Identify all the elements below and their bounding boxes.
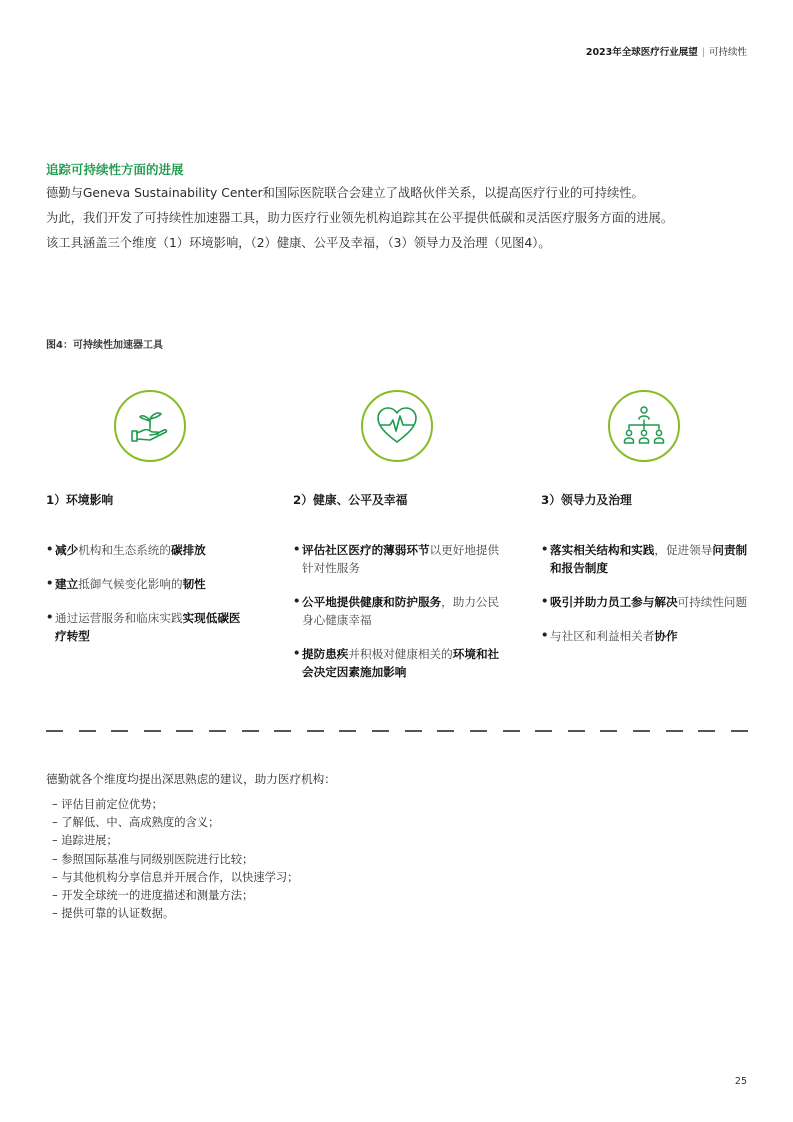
page-number: 25: [734, 1076, 747, 1087]
dash-segment: [274, 730, 291, 732]
bullet-list-health: [293, 541, 508, 697]
bullet-emphasis: 公平地提供健康和防护服务: [302, 595, 442, 609]
dash-segment: [600, 730, 617, 732]
bullet-item: [541, 541, 751, 577]
dash-segment: [470, 730, 487, 732]
dash-segment: [144, 730, 161, 732]
heart-pulse-icon: [361, 390, 433, 462]
dashed-divider: [46, 730, 748, 732]
bullet-emphasis: 提防患疾: [302, 647, 349, 661]
list-item: – 评估目前定位优势；: [52, 798, 163, 811]
dash-segment: [339, 730, 356, 732]
bullet-item: [293, 541, 508, 577]
dash-segment: [698, 730, 715, 732]
intro-paragraph: 该工具涵盖三个维度（1）环境影响，（2）健康、公平及幸福，（3）领导力及治理（见图4）。: [46, 236, 551, 250]
dash-segment: [405, 730, 422, 732]
dash-segment: [307, 730, 324, 732]
bullet-item: [46, 575, 251, 593]
bullet-item: [541, 627, 751, 645]
dash-segment: [731, 730, 748, 732]
dash-segment: [46, 730, 63, 732]
header-section: 可持续性: [708, 47, 747, 58]
dash-segment: [111, 730, 128, 732]
bullet-item: [293, 593, 508, 629]
bullet-item: [46, 541, 251, 559]
bullet-text: ，助力公民身心健康幸福: [302, 595, 500, 627]
list-item: – 参照国际基准与同级别医院进行比较；: [52, 852, 254, 866]
org-chart-icon: [608, 390, 680, 462]
bullet-text: 可持续性问题: [677, 595, 748, 609]
list-item: – 了解低、中、高成熟度的含义；: [52, 816, 220, 830]
bullet-text: 机构和生态系统的: [78, 543, 171, 557]
bullet-item: [293, 645, 508, 681]
intro-paragraph: 为此，我们开发了可持续性加速器工具，助力医疗行业领先机构追踪其在公平提供低碳和灵活医疗服务方面的进展。: [46, 211, 674, 225]
dash-segment: [242, 730, 259, 732]
list-item: – 提供可靠的认证数据。: [52, 907, 175, 921]
bullet-emphasis: 韧性: [182, 577, 206, 591]
dash-segment: [79, 730, 96, 732]
bullet-emphasis: 问责制和报告制度: [550, 543, 748, 575]
dash-segment: [535, 730, 552, 732]
bullet-emphasis: 协作: [654, 629, 678, 643]
report-title: 2023年全球医疗行业展望: [585, 47, 698, 58]
column-title-health: 2）健康、公平及幸福: [293, 493, 408, 507]
recommendations-intro: 德勤就各个维度均提出深思熟虑的建议，助力医疗机构：: [46, 772, 336, 786]
bullet-item: [46, 609, 251, 645]
dash-segment: [437, 730, 454, 732]
running-header: [586, 44, 747, 58]
header-separator: |: [701, 47, 705, 58]
column-title-leadership: 3）领导力及治理: [541, 493, 632, 507]
list-item: – 与其他机构分享信息并开展合作，以快速学习；: [52, 870, 299, 884]
bullet-text: 与社区和利益相关者: [550, 629, 655, 643]
bullet-emphasis: 碳排放: [170, 543, 206, 557]
dash-segment: [633, 730, 650, 732]
bullet-emphasis: 落实相关结构和实践: [550, 543, 655, 557]
column-title-environment: 1）环境影响: [46, 493, 114, 507]
list-item: – 追踪进展；: [52, 834, 118, 848]
recommendations-list: [52, 796, 298, 923]
dash-segment: [372, 730, 389, 732]
bullet-text: 通过运营服务和临床实践: [55, 611, 183, 625]
figure-label: 图4：可持续性加速器工具: [46, 340, 163, 351]
plant-in-hand-icon: [114, 390, 186, 462]
dash-segment: [503, 730, 520, 732]
bullet-emphasis: 吸引并助力员工参与解决: [550, 595, 678, 609]
bullet-emphasis: 实现低碳医疗转型: [55, 611, 241, 643]
bullet-item: [541, 593, 751, 611]
bullet-list-leadership: [541, 541, 751, 661]
bullet-emphasis: 减少: [55, 543, 79, 557]
bullet-list-environment: [46, 541, 251, 661]
bullet-text: 以更好地提供针对性服务: [302, 543, 500, 575]
bullet-text: 抵御气候变化影响的: [78, 577, 183, 591]
section-title: 追踪可持续性方面的进展: [46, 162, 184, 177]
intro-text: [46, 181, 673, 256]
bullet-emphasis: 建立: [55, 577, 79, 591]
intro-paragraph: 德勤与Geneva Sustainability Center和国际医院联合会建立了战略伙伴关系，以提高医疗行业的可持续性。: [46, 186, 644, 200]
dash-segment: [568, 730, 585, 732]
dash-segment: [666, 730, 683, 732]
bullet-text: ，促进领导: [654, 543, 713, 557]
bullet-emphasis: 环境和社会决定因素施加影响: [302, 647, 500, 679]
bullet-text: 并积极对健康相关的: [348, 647, 453, 661]
dash-segment: [176, 730, 193, 732]
dash-segment: [209, 730, 226, 732]
list-item: – 开发全球统一的进度描述和测量方法；: [52, 889, 254, 903]
bullet-emphasis: 评估社区医疗的薄弱环节: [302, 543, 430, 557]
